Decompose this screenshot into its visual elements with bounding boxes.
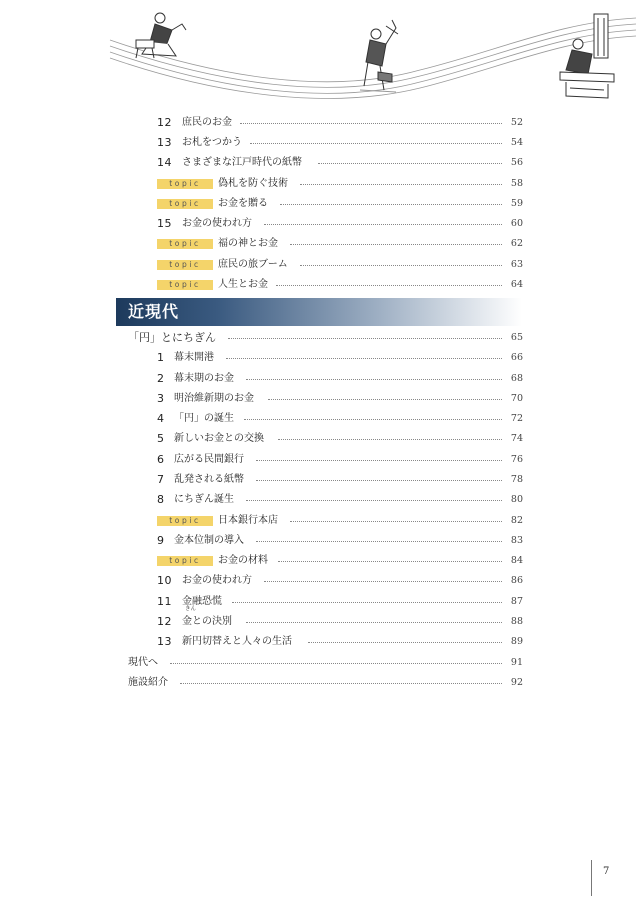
- toc-chapter-entry[interactable]: [0, 655, 636, 671]
- dot-leader: [318, 163, 502, 164]
- dot-leader: [240, 123, 502, 124]
- entry-page: 62: [510, 238, 523, 249]
- entry-title: 現代へ: [128, 655, 162, 671]
- toc-entry[interactable]: [0, 115, 636, 131]
- dot-leader: [228, 338, 502, 339]
- entry-page: 65: [510, 332, 523, 343]
- toc-entry[interactable]: [0, 350, 636, 366]
- entry-page: 60: [510, 218, 523, 229]
- topic-tag: topic: [157, 516, 213, 526]
- dot-leader: [300, 184, 502, 185]
- entry-title: お金の使われ方: [182, 216, 256, 232]
- entry-page: 76: [510, 454, 523, 465]
- toc-entry[interactable]: [0, 573, 636, 589]
- entry-page: 86: [510, 575, 523, 586]
- craftsman-figure-right: [560, 14, 614, 98]
- page-number-rule: [591, 860, 592, 896]
- toc-entry[interactable]: [0, 533, 636, 549]
- dot-leader: [290, 521, 502, 522]
- dot-leader: [308, 642, 502, 643]
- toc-entry[interactable]: [0, 155, 636, 171]
- dot-leader: [280, 204, 502, 205]
- entry-page: 52: [510, 117, 523, 128]
- entry-title: 日本銀行本店: [218, 513, 282, 529]
- dot-leader: [180, 683, 502, 684]
- entry-page: 66: [510, 352, 523, 363]
- entry-number: 6: [157, 453, 165, 466]
- entry-number: 3: [157, 392, 165, 405]
- toc-entry[interactable]: [0, 391, 636, 407]
- dot-leader: [256, 541, 502, 542]
- dot-leader: [246, 622, 502, 623]
- toc-entry[interactable]: [0, 411, 636, 427]
- entry-page: 72: [510, 413, 523, 424]
- topic-tag: topic: [157, 239, 213, 249]
- entry-title: 広がる民間銀行: [174, 452, 248, 468]
- entry-title: 幕末期のお金: [174, 371, 238, 387]
- entry-number: 7: [157, 473, 165, 486]
- toc-entry[interactable]: [0, 634, 636, 650]
- entry-number: 11: [157, 595, 172, 608]
- craftsman-figure-center: [360, 20, 398, 92]
- toc-entry[interactable]: [0, 513, 636, 529]
- toc-entry[interactable]: [0, 176, 636, 192]
- entry-title: 施設紹介: [128, 675, 172, 691]
- entry-page: 58: [510, 178, 523, 189]
- entry-page: 74: [510, 433, 523, 444]
- entry-title: 明治維新期のお金: [174, 391, 258, 407]
- entry-number: 13: [157, 136, 172, 149]
- entry-number: 14: [157, 156, 172, 169]
- dot-leader: [232, 602, 502, 603]
- entry-number: 12: [157, 116, 172, 129]
- entry-title: 乱発される紙幣: [174, 472, 248, 488]
- entry-number: 13: [157, 635, 172, 648]
- dot-leader: [256, 460, 502, 461]
- toc-entry[interactable]: [0, 216, 636, 232]
- dot-leader: [256, 480, 502, 481]
- toc-entry[interactable]: [0, 452, 636, 468]
- entry-page: 84: [510, 555, 523, 566]
- section-heading: [116, 298, 522, 326]
- dot-leader: [244, 419, 502, 420]
- dot-leader: [226, 358, 502, 359]
- entry-title: 「円」とにちぎん: [128, 330, 220, 346]
- topic-tag: topic: [157, 179, 213, 189]
- entry-page: 78: [510, 474, 523, 485]
- entry-number: 15: [157, 217, 172, 230]
- toc-entry[interactable]: [0, 594, 636, 610]
- dot-leader: [268, 399, 502, 400]
- entry-number: 10: [157, 574, 172, 587]
- dot-leader: [250, 143, 502, 144]
- page-number: 7: [603, 866, 610, 877]
- entry-number: 12: [157, 615, 172, 628]
- topic-tag: topic: [157, 199, 213, 209]
- entry-page: 59: [510, 198, 523, 209]
- entry-page: 63: [510, 259, 523, 270]
- header-illustration: [0, 0, 636, 110]
- entry-page: 83: [510, 535, 523, 546]
- topic-tag: topic: [157, 556, 213, 566]
- entry-title: お金の材料: [218, 553, 272, 569]
- entry-title: さまざまな江戸時代の紙幣: [182, 155, 306, 171]
- entry-page: 92: [510, 677, 523, 688]
- entry-title: 金融恐慌: [182, 594, 226, 610]
- entry-title: お札をつかう: [182, 135, 246, 151]
- entry-title: 人生とお金: [218, 277, 272, 293]
- toc-entry[interactable]: [0, 371, 636, 387]
- dot-leader: [170, 663, 502, 664]
- entry-page: 54: [510, 137, 523, 148]
- dot-leader: [246, 379, 502, 380]
- toc-entry[interactable]: [0, 196, 636, 212]
- dot-leader: [264, 224, 502, 225]
- toc-entry[interactable]: [0, 553, 636, 569]
- entry-title: 庶民の旅ブーム: [218, 257, 292, 273]
- entry-number: 8: [157, 493, 165, 506]
- entry-number: 2: [157, 372, 165, 385]
- entry-title: 庶民のお金: [182, 115, 236, 131]
- entry-page: 88: [510, 616, 523, 627]
- toc-entry[interactable]: [0, 236, 636, 252]
- toc-entry[interactable]: [0, 277, 636, 293]
- section-title: 近現代: [128, 302, 180, 321]
- entry-number: 5: [157, 432, 165, 445]
- dot-leader: [278, 439, 502, 440]
- entry-number: 4: [157, 412, 165, 425]
- topic-tag: topic: [157, 280, 213, 290]
- entry-number: 9: [157, 534, 165, 547]
- entry-title: 幕末開港: [174, 350, 218, 366]
- dot-leader: [246, 500, 502, 501]
- dot-leader: [264, 581, 502, 582]
- entry-page: 68: [510, 373, 523, 384]
- entry-page: 80: [510, 494, 523, 505]
- dot-leader: [290, 244, 502, 245]
- entry-page: 70: [510, 393, 523, 404]
- topic-tag: topic: [157, 260, 213, 270]
- entry-title: 新しいお金との交換: [174, 431, 268, 447]
- toc-entry[interactable]: [0, 492, 636, 508]
- entry-page: 87: [510, 596, 523, 607]
- entry-title: 福の神とお金: [218, 236, 282, 252]
- entry-number: 1: [157, 351, 165, 364]
- entry-title: 新円切替えと人々の生活: [182, 634, 296, 650]
- ruby-reading: きん: [185, 606, 197, 612]
- entry-title: 偽札を防ぐ技術: [218, 176, 292, 192]
- toc-entry[interactable]: [0, 472, 636, 488]
- entry-title: 金本位制の導入: [174, 533, 248, 549]
- entry-page: 56: [510, 157, 523, 168]
- dot-leader: [278, 561, 502, 562]
- entry-title: にちぎん誕生: [174, 492, 238, 508]
- dot-leader: [300, 265, 502, 266]
- entry-title: お金の使われ方: [182, 573, 256, 589]
- entry-title: 金との決別: [182, 614, 236, 630]
- entry-page: 64: [510, 279, 523, 290]
- entry-page: 89: [510, 636, 523, 647]
- entry-title: 「円」の誕生: [174, 411, 238, 427]
- toc-entry[interactable]: [0, 135, 636, 151]
- entry-page: 82: [510, 515, 523, 526]
- toc-entry[interactable]: [0, 431, 636, 447]
- dot-leader: [276, 285, 502, 286]
- toc-entry[interactable]: [0, 257, 636, 273]
- toc-chapter-entry[interactable]: [0, 330, 636, 346]
- toc-chapter-entry[interactable]: [0, 675, 636, 691]
- toc-entry[interactable]: [0, 606, 636, 630]
- entry-title: お金を贈る: [218, 196, 272, 212]
- craftsman-figure-left: [136, 13, 186, 58]
- entry-page: 91: [510, 657, 523, 668]
